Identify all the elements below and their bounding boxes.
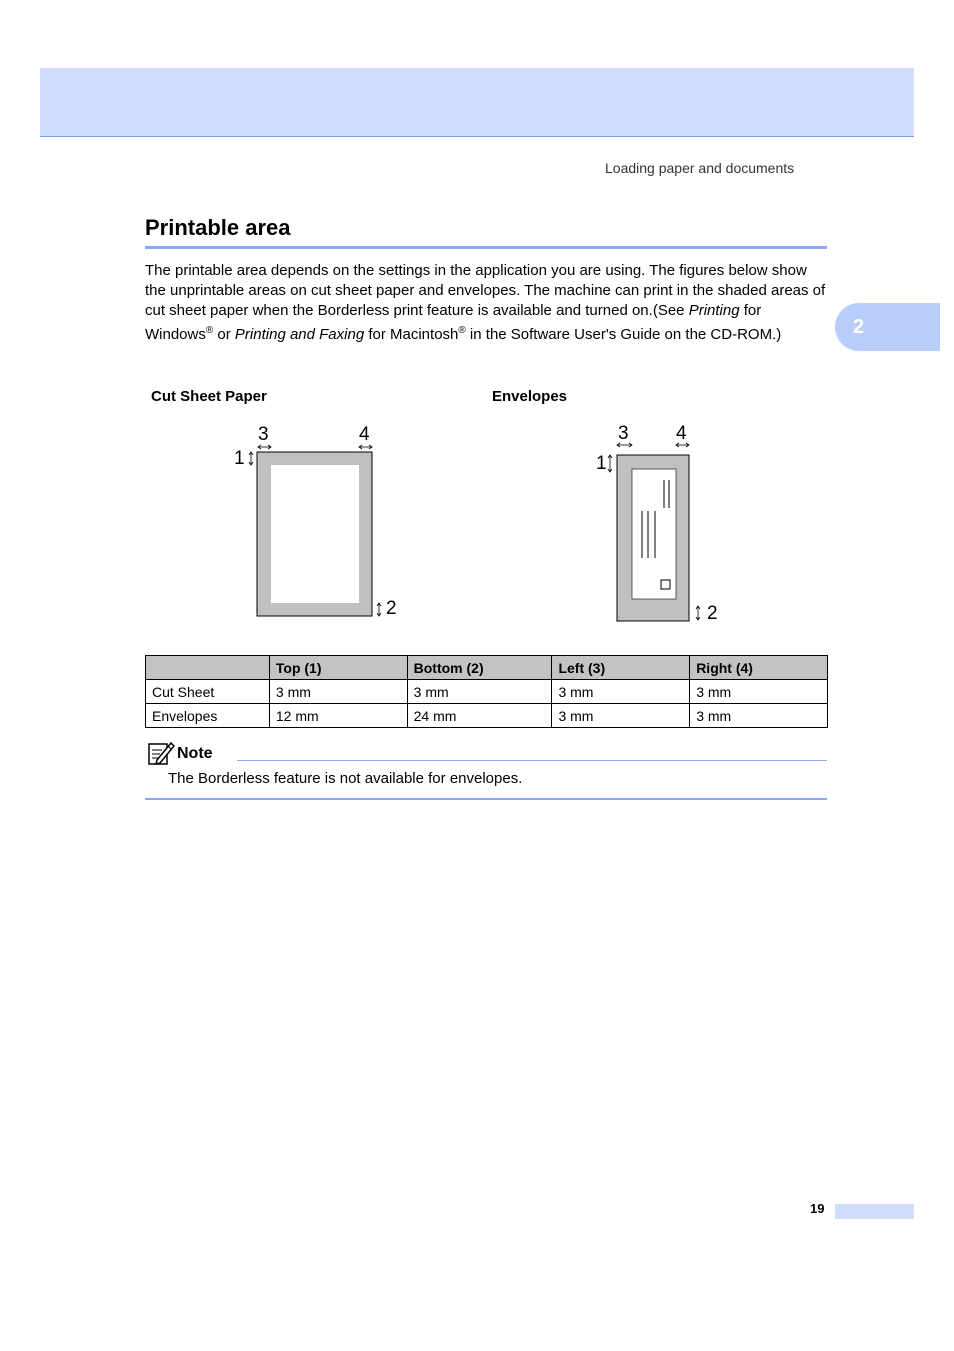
table-row <box>146 704 828 728</box>
registered-mark: ® <box>205 325 214 336</box>
table-cell: 3 mm <box>690 680 828 704</box>
note-text: The Borderless feature is not available for envelopes. <box>168 770 523 787</box>
envelopes-label: Envelopes <box>492 388 568 405</box>
cut-sheet-label-1: 1 <box>234 448 245 469</box>
cut-sheet-figure <box>249 445 381 616</box>
table-cell: 3 mm <box>269 680 407 704</box>
envelope-label-1: 1 <box>596 453 607 474</box>
cut-sheet-label-4: 4 <box>359 424 370 445</box>
cut-sheet-label-3: 3 <box>258 424 269 445</box>
table-cell: Cut Sheet <box>146 680 270 704</box>
envelope-label-2: 2 <box>707 603 718 624</box>
table-header-row <box>146 656 828 680</box>
table-cell: 24 mm <box>407 704 552 728</box>
env-top-margin-arrow <box>608 455 612 472</box>
page-number: 19 <box>810 1201 825 1216</box>
cut-sheet-label: Cut Sheet Paper <box>151 388 267 405</box>
table-header-cell: Bottom (2) <box>407 656 552 680</box>
env-bottom-margin-arrow <box>696 606 700 620</box>
section-title: Printable area <box>145 215 291 240</box>
envelope-label-4: 4 <box>676 423 687 444</box>
intro-or: or <box>213 326 235 343</box>
table-cell: 3 mm <box>690 704 828 728</box>
header-band <box>40 68 914 137</box>
table-header-cell: Right (4) <box>690 656 828 680</box>
chapter-tab[interactable]: 2 <box>835 303 940 351</box>
intro-text: The printable area depends on the settings in the application you are using. The figures below show the unprintable areas on cut sheet paper and envelopes. The machine can print in the shaded areas of cut sheet paper when the Borderless print feature is available and turned on. <box>145 262 826 319</box>
intro-windows: for Windows <box>145 302 762 343</box>
note-divider <box>237 760 827 761</box>
registered-mark: ® <box>458 325 466 336</box>
top-margin-arrow <box>249 452 253 465</box>
intro-mac: for Macintosh <box>364 326 459 343</box>
title-underline <box>145 246 827 249</box>
reference-printing-faxing: Printing and Faxing <box>234 326 365 343</box>
printable-area-table <box>145 655 828 728</box>
envelope-label-3: 3 <box>618 423 629 444</box>
reference-printing: Printing <box>688 302 740 319</box>
footer-bar <box>835 1204 914 1219</box>
running-header: Loading paper and documents <box>605 160 795 176</box>
envelope-figure <box>608 443 700 621</box>
note-bottom-rule <box>145 798 827 800</box>
cut-sheet-label-2: 2 <box>386 598 397 619</box>
table-header-cell: Top (1) <box>269 656 407 680</box>
note-pencil-icon <box>147 740 175 766</box>
table-header-cell: Left (3) <box>552 656 690 680</box>
table-cell: 3 mm <box>407 680 552 704</box>
table-cell: Envelopes <box>146 704 270 728</box>
table-cell: 3 mm <box>552 704 690 728</box>
table-cell: 3 mm <box>552 680 690 704</box>
intro-tail: in the Software User's Guide on the CD-ROM.) <box>465 326 782 343</box>
bottom-margin-arrow <box>377 603 381 616</box>
table-header-cell <box>146 656 270 680</box>
intro-paragraph <box>145 261 827 345</box>
note-label: Note <box>177 745 213 762</box>
table-cell: 12 mm <box>269 704 407 728</box>
table-row <box>146 680 828 704</box>
intro-see: (See <box>652 302 689 319</box>
